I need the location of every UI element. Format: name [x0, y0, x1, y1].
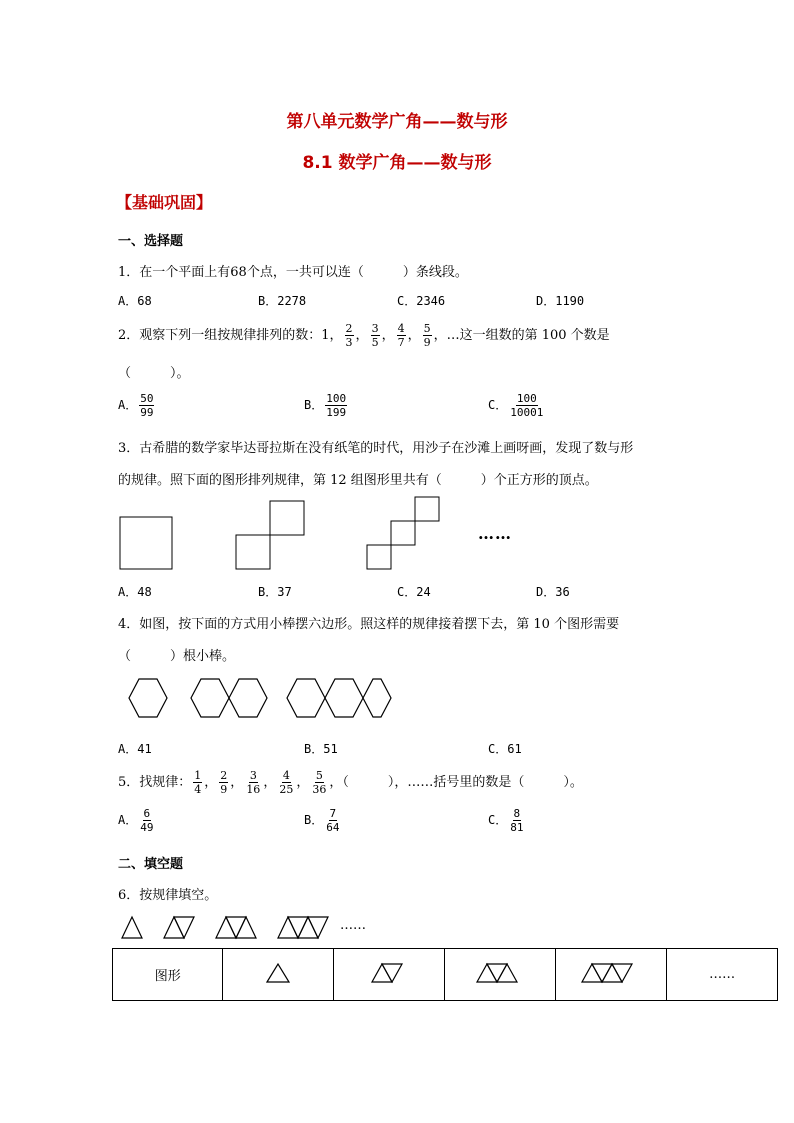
question-4-line2: （ ）根小棒。 — [118, 649, 236, 664]
fraction: $\frac{2}{3}$ — [345, 322, 353, 349]
question-3-line1: 3．古希腊的数学家毕达哥拉斯在没有纸笔的时代，用沙子在沙滩上画呀画，发现了数与形 — [118, 441, 634, 456]
triangle-4-icon — [580, 962, 642, 984]
hexagon-group-2 — [191, 679, 267, 717]
triangle-group-2 — [164, 917, 194, 938]
question-2: 2．观察下列一组按规律排列的数：1， $\frac{2}{3}$ ， $\frac{3}{5}$ ， $\frac{4}{7}$ ， $\frac{5}{9}$ ，…这一组数的第 100 个数是 — [118, 322, 610, 349]
fraction: $\frac{2}{9}$ — [220, 769, 228, 796]
fraction: $\frac{3}{5}$ — [371, 322, 379, 349]
question-1: 1．在一个平面上有68个点，一共可以连（ ）条线段。 — [118, 265, 468, 280]
fraction: $\frac{3}{16}$ — [246, 769, 261, 796]
question-6: 6．按规律填空。 — [118, 888, 218, 903]
q3-option-a[interactable]: A．48 — [118, 585, 152, 599]
q6-ellipsis: …… — [340, 918, 366, 933]
q1-option-a[interactable]: A．68 — [118, 294, 152, 308]
q1-option-b[interactable]: B．2278 — [258, 294, 307, 308]
q5-option-a[interactable]: A． $\frac{6}{49}$ — [118, 807, 154, 834]
fraction: $\frac{5}{36}$ — [312, 769, 327, 796]
q4-option-c[interactable]: C．61 — [488, 742, 522, 756]
triangle-group-1 — [122, 917, 142, 938]
fraction: $\frac{5}{9}$ — [423, 322, 431, 349]
q5-option-b[interactable]: B． $\frac{7}{64}$ — [304, 807, 340, 834]
triangle-group-4 — [278, 917, 328, 938]
triangle-2-icon — [370, 962, 408, 984]
fraction: $\frac{4}{7}$ — [397, 322, 405, 349]
squares-pattern-figure — [115, 490, 445, 572]
square-group-2 — [236, 501, 304, 569]
section-heading: 【基础巩固】 — [116, 193, 213, 212]
q2-text-after: …这一组数的第 100 个数是 — [446, 328, 610, 343]
triangle-3-icon — [475, 962, 525, 984]
q2-option-a[interactable]: A． $\frac{50}{99}$ — [118, 392, 154, 419]
q2-option-b[interactable]: B． $\frac{100}{199}$ — [304, 392, 347, 419]
q3-ellipsis: …… — [478, 524, 512, 543]
q6-table — [112, 948, 778, 1001]
square-group-1 — [120, 517, 172, 569]
page-subtitle: 8.1 数学广角——数与形 — [302, 153, 492, 173]
q4-option-a[interactable]: A．41 — [118, 742, 152, 756]
hexagon-group-3 — [287, 679, 391, 717]
table-cell-2 — [334, 949, 445, 1001]
q3-option-d[interactable]: D．36 — [536, 585, 570, 599]
q2-text-before: 2．观察下列一组按规律排列的数：1， — [118, 328, 343, 343]
table-cell-4 — [556, 949, 667, 1001]
triangle-group-3 — [216, 917, 256, 938]
square-group-3 — [367, 497, 439, 569]
table-cell-3 — [445, 949, 556, 1001]
q5-option-c[interactable]: C． $\frac{8}{81}$ — [488, 807, 524, 834]
question-3-line2: 的规律。照下面的图形排列规律，第 12 组图形里共有（ ）个正方形的顶点。 — [118, 473, 598, 488]
question-4-line1: 4．如图，按下面的方式用小棒摆六边形。照这样的规律接着摆下去，第 10 个图形需要 — [118, 617, 620, 632]
triangle-pattern-figure — [118, 912, 348, 942]
fraction: $\frac{4}{25}$ — [279, 769, 294, 796]
q3-option-c[interactable]: C．24 — [397, 585, 431, 599]
table-cell-ellipsis: …… — [667, 949, 778, 1001]
triangle-1-icon — [265, 962, 291, 984]
q1-option-c[interactable]: C．2346 — [397, 294, 446, 308]
question-5: 5．找规律： $\frac{1}{4}$ ， $\frac{2}{9}$ ， $\frac{3}{16}$ ， $\frac{4}{25}$ ， $\frac{5}{36}$ ，（ ），……括号里的数是（ ）。 — [118, 769, 583, 796]
q4-option-b[interactable]: B．51 — [304, 742, 338, 756]
hexagon-group-1 — [129, 679, 167, 717]
hexagon-pattern-figure — [120, 673, 400, 723]
table-header-cell: 图形 — [113, 949, 223, 1001]
fraction: $\frac{1}{4}$ — [194, 769, 202, 796]
part2-heading: 二、填空题 — [118, 857, 184, 872]
table-row — [113, 949, 778, 1001]
part1-heading: 一、选择题 — [118, 234, 184, 249]
q3-option-b[interactable]: B．37 — [258, 585, 292, 599]
q1-option-d[interactable]: D．1190 — [536, 294, 585, 308]
q2-option-c[interactable]: C． $\frac{100}{10001}$ — [488, 392, 544, 419]
table-cell-1 — [223, 949, 334, 1001]
page-title: 第八单元数学广角——数与形 — [286, 112, 508, 132]
q2-blank-line: （ ）。 — [118, 366, 190, 381]
